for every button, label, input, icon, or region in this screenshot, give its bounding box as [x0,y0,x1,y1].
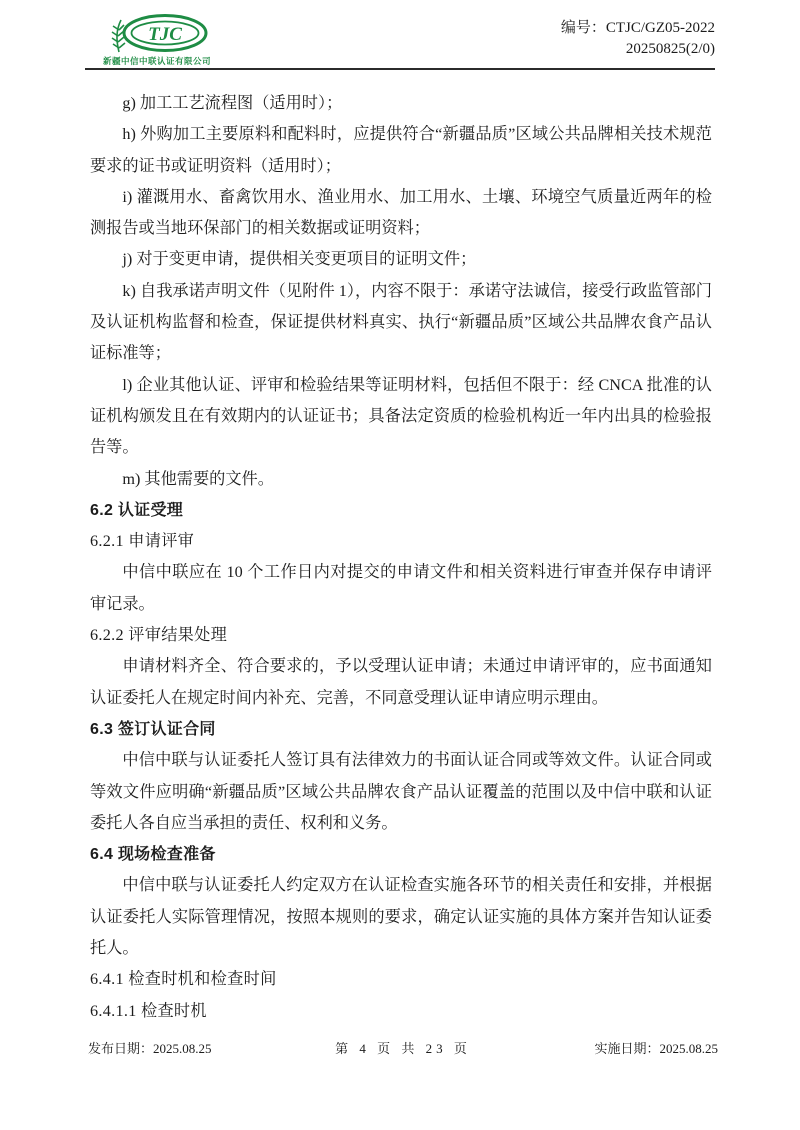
paragraph-subheading: 6.2.2 评审结果处理 [90,626,228,645]
company-logo [97,14,217,67]
implementation-date: 实施日期：2025.08.25 [594,1041,718,1056]
paragraph-item: j) 对于变更申请，提供相关变更项目的证明文件； [122,250,477,269]
paragraph-para: 中信中联应在 10 个工作日内对提交的申请文件和相关资料进行审查并保存申请评审记录。 [90,563,712,613]
page-header [85,0,715,70]
paragraph-heading: 6.3 签订认证合同 [90,720,216,738]
document-body [90,88,712,1027]
paragraph-para: 中信中联与认证委托人约定双方在认证检查实施各环节的相关责任和安排，并根据认证委托人实际管理情况，按照本规则的要求，确定认证实施的具体方案并告知认证委托人。 [90,876,712,958]
paragraph-item: h) 外购加工主要原料和配料时，应提供符合“新疆品质”区域公共品牌相关技术规范要求的证书或证明资料（适用时）； [90,125,712,175]
paragraph-para: 申请材料齐全、符合要求的，予以受理认证申请；未通过申请评审的，应书面通知认证委托人在规定时间内补充、完善，不同意受理认证申请应明示理由。 [90,657,712,707]
page-footer [88,1038,718,1057]
document-version: 20250825(2/0) [625,41,715,57]
paragraph-heading: 6.2 认证受理 [90,501,184,519]
company-name: 新疆中信中联认证有限公司 [102,56,211,66]
paragraph-item: i) 灌溉用水、畜禽饮用水、渔业用水、加工用水、土壤、环境空气质量近两年的检测报告或当地环保部门的相关数据或证明资料； [90,187,712,238]
paragraph-item: l) 企业其他认证、评审和检验结果等证明材料，包括但不限于：经 CNCA 批准的认证机构颁发且在有效期内的认证证书；具备法定资质的检验机构近一年内出具的检验报告等。 [90,375,712,457]
logo-letters: TJC [148,24,182,45]
paragraph-item: g) 加工工艺流程图（适用时）； [122,94,343,112]
document-codes [561,18,715,60]
document-number: 编号：CTJC/GZ05-2022 [560,20,715,36]
release-date: 发布日期：2025.08.25 [88,1041,212,1056]
paragraph-heading: 6.4 现场检查准备 [90,846,216,864]
ctjc-logo-icon [105,14,209,54]
paragraph-item: m) 其他需要的文件。 [122,469,274,488]
paragraph-subheading: 6.4.1.1 检查时机 [90,1001,207,1020]
page-number: 第 4 页 共 23 页 [335,1041,471,1056]
paragraph-item: k) 自我承诺声明文件（见附件 1），内容不限于：承诺守法诚信，接受行政监管部门及认证机构监督和检查，保证提供材料真实、执行“新疆品质”区域公共品牌农食产品认证标准等； [90,281,712,363]
paragraph-subheading: 6.2.1 申请评审 [90,532,195,551]
paragraph-para: 中信中联与认证委托人签订具有法律效力的书面认证合同或等效文件。认证合同或等效文件应明确“新疆品质”区域公共品牌农食产品认证覆盖的范围以及中信中联和认证委托人各自应当承担的责任、权利和义务。 [90,751,712,832]
paragraph-subheading: 6.4.1 检查时机和检查时间 [90,970,277,989]
